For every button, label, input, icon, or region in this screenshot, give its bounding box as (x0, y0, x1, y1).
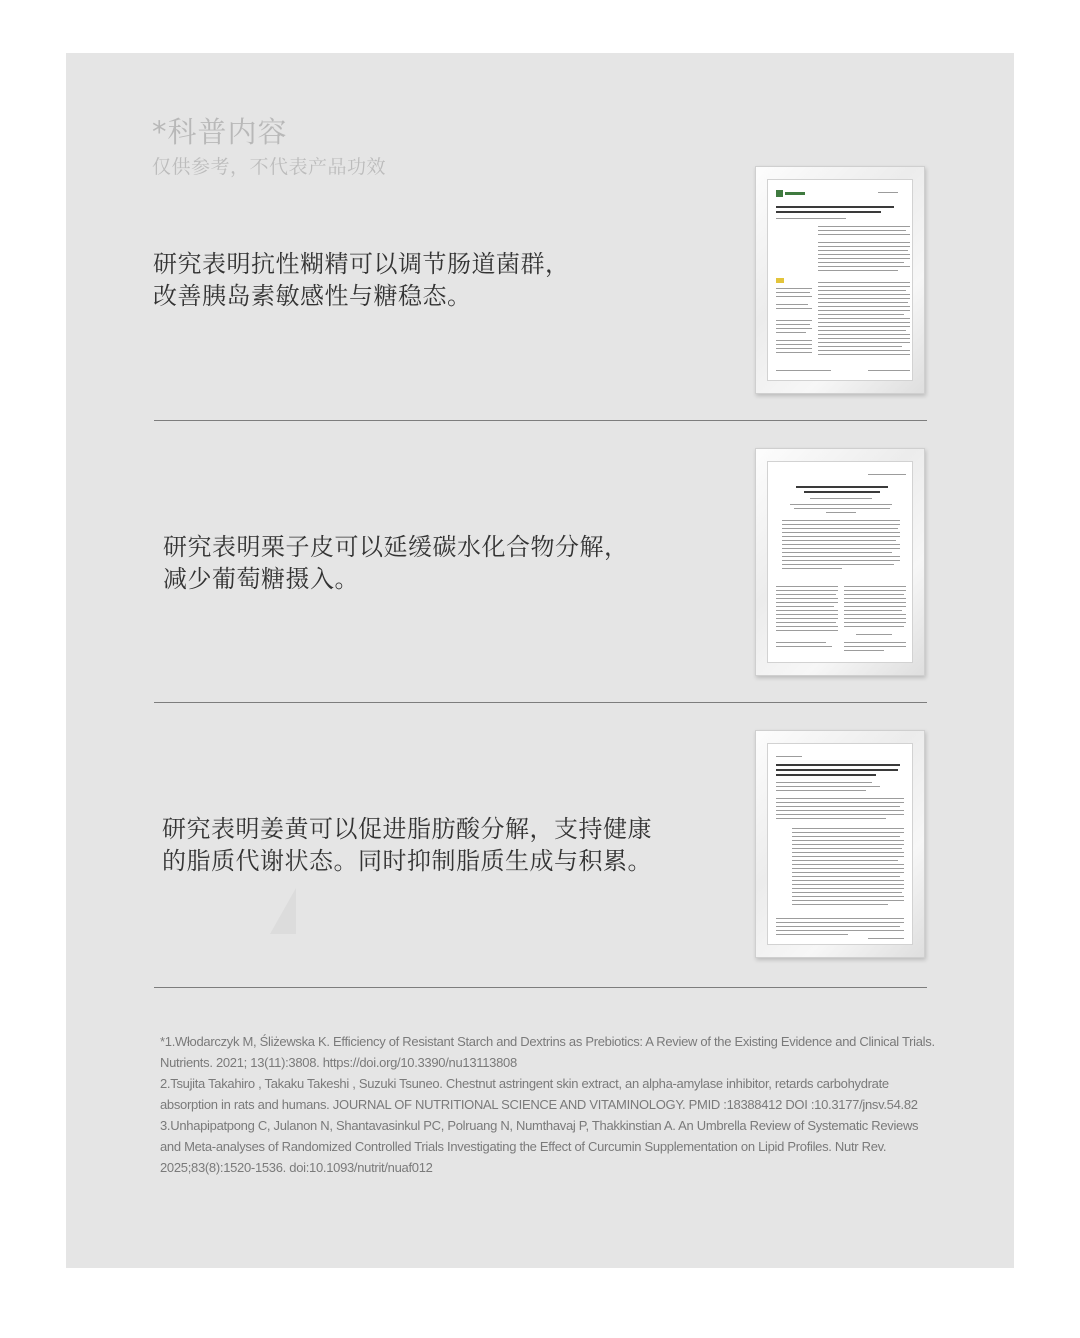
section-divider (154, 420, 927, 421)
section-divider (154, 987, 927, 988)
page-title: *科普内容 (152, 115, 288, 149)
reference-line: 3.Unhapipatpong C, Julanon N, Shantavasinkul PC, Polruang N, Numthavaj P, Thakkinstian A. An Umbrella Review of Systematic Reviews (160, 1118, 919, 1133)
claim-line: 改善胰岛素敏感性与糖稳态。 (153, 282, 472, 310)
paper-page-image (767, 179, 913, 381)
paper-frame-1 (755, 166, 925, 394)
reference-line: 2.Tsujita Takahiro , Takaku Takeshi , Suzuki Tsuneo. Chestnut astringent skin extract, an alpha-amylase inhibitor, retards carbohydrate (160, 1076, 889, 1091)
claim-line: 研究表明姜黄可以促进脂肪酸分解，支持健康 (162, 815, 652, 843)
decorative-shadow (270, 888, 296, 934)
reference-line: *1.Włodarczyk M, Śliżewska K. Efficiency of Resistant Starch and Dextrins as Prebiotics: A Review of the Existing Evidence and Clinical Trials. (160, 1034, 935, 1049)
paper-page-image (767, 743, 913, 945)
claim-line: 减少葡萄糖摄入。 (163, 565, 359, 593)
page-subtitle: 仅供参考，不代表产品功效 (152, 156, 387, 178)
reference-line: and Meta-analyses of Randomized Controlled Trials Investigating the Effect of Curcumin Supplementation on Lipid Profiles. Nutr Rev. (160, 1139, 887, 1154)
reference-line: absorption in rats and humans. JOURNAL OF NUTRITIONAL SCIENCE AND VITAMINOLOGY. PMID :18388412 DOI :10.3177/jnsv.54.82 (160, 1097, 918, 1112)
paper-frame-2 (755, 448, 925, 676)
claim-line: 研究表明抗性糊精可以调节肠道菌群， (153, 250, 570, 278)
claim-text-1 (153, 248, 570, 312)
claim-text-2 (163, 531, 629, 595)
section-divider (154, 702, 927, 703)
paper-frame-3 (755, 730, 925, 958)
references (160, 1031, 940, 1178)
paper-page-image (767, 461, 913, 663)
claim-text-3 (162, 813, 652, 877)
claim-line: 的脂质代谢状态。同时抑制脂质生成与积累。 (162, 847, 652, 875)
reference-line: 2025;83(8):1520-1536. doi:10.1093/nutrit/nuaf012 (160, 1160, 433, 1175)
reference-line: Nutrients. 2021; 13(11):3808. https://doi.org/10.3390/nu13113808 (160, 1055, 517, 1070)
claim-line: 研究表明栗子皮可以延缓碳水化合物分解， (163, 533, 629, 561)
